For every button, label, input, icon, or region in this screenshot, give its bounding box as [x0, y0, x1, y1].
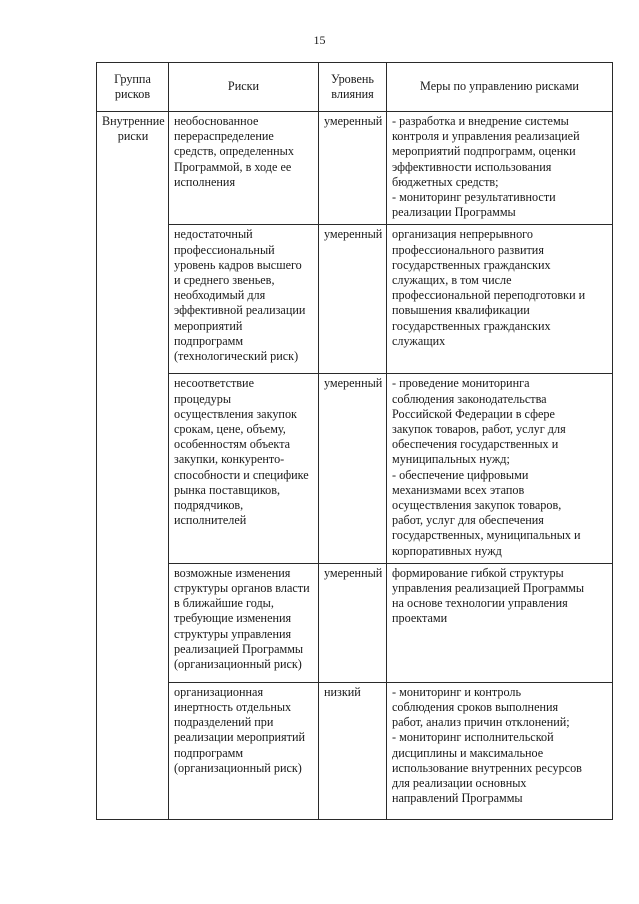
page-number: 15	[313, 33, 326, 47]
header-level	[319, 63, 387, 112]
measure-line: государственных, муниципальных и	[392, 528, 581, 543]
measures-cell	[387, 112, 613, 225]
measure-line: формирование гибкой структуры	[392, 565, 564, 580]
header-text-line: Риски	[227, 79, 260, 94]
measure-line: служащих	[392, 333, 446, 348]
risk-line: (организационный риск)	[174, 657, 302, 672]
risk-line: недостаточный	[174, 227, 253, 242]
measure-line: управления реализацией Программы	[392, 581, 585, 596]
header-text-line: рисков	[114, 87, 151, 101]
measure-line: эффективности использования	[392, 159, 552, 174]
measure-line: - проведение мониторинга	[392, 376, 530, 391]
level-cell: умеренный	[319, 112, 387, 225]
measure-line: проектами	[392, 611, 448, 626]
measure-line: для реализации основных	[392, 776, 527, 791]
measure-line: - мониторинг результативности	[392, 190, 556, 205]
risk-cell	[169, 112, 319, 225]
risk-line: подпрограмм	[174, 333, 244, 348]
measure-line: профессионального развития	[392, 242, 544, 257]
table-row	[97, 682, 613, 819]
measures-cell	[387, 682, 613, 819]
measure-line: соблюдения сроков выполнения	[392, 700, 559, 715]
header-text-line: влияния	[331, 87, 374, 101]
measure-line: - разработка и внедрение системы	[392, 114, 569, 128]
risk-line: организационная	[174, 684, 264, 699]
table-row	[97, 112, 613, 225]
measure-line: организация непрерывного	[392, 227, 533, 242]
measure-line: Российской Федерации в сфере	[392, 406, 555, 421]
measure-line: осуществления закупок товаров,	[392, 498, 562, 513]
measure-line: служащих, в том числе	[392, 273, 512, 288]
measure-line: повышения квалификации	[392, 303, 530, 318]
risk-line: Программой, в ходе ее	[174, 159, 292, 174]
measure-line: работ, услуг для обеспечения	[392, 513, 544, 528]
risk-line: мероприятий	[174, 318, 243, 333]
risk-line: (технологический риск)	[174, 349, 299, 364]
measure-line: бюджетных средств;	[392, 174, 499, 189]
risk-line: структуры органов власти	[174, 581, 310, 596]
measure-line: обеспечения государственных и	[392, 437, 559, 452]
measure-line: на основе технологии управления	[392, 596, 568, 611]
header-text-line: Меры по управлению рисками	[420, 79, 579, 94]
table-row	[97, 225, 613, 374]
group-label-line: риски	[117, 129, 149, 144]
risk-line: способности и специфике	[174, 467, 309, 482]
measure-line: муниципальных нужд;	[392, 452, 510, 467]
risk-line: подразделений при	[174, 715, 274, 730]
risk-line: подпрограмм	[174, 745, 244, 760]
risk-line: эффективной реализации	[174, 303, 306, 318]
risk-line: средств, определенных	[174, 144, 294, 159]
measure-line: государственных гражданских	[392, 257, 551, 272]
level-cell: умеренный	[319, 563, 387, 682]
risk-line: возможные изменения	[174, 565, 291, 580]
measures-cell	[387, 563, 613, 682]
measure-line: - мониторинг и контроль	[392, 684, 522, 699]
measure-line: дисциплины и максимальное	[392, 745, 544, 760]
measure-line: реализации Программы	[392, 205, 516, 220]
measure-line: работ, анализ причин отклонений;	[392, 715, 570, 730]
table-row	[97, 563, 613, 682]
header-text-line: Группа	[114, 71, 151, 86]
header-risks	[169, 63, 319, 112]
measure-line: механизмами всех этапов	[392, 482, 525, 497]
risk-line: процедуры	[174, 391, 232, 406]
risk-cell	[169, 374, 319, 563]
risk-line: требующие изменения	[174, 611, 292, 626]
risk-line: особенностям объекта	[174, 437, 291, 452]
risk-line: подрядчиков,	[174, 498, 244, 513]
measure-line: - обеспечение цифровыми	[392, 467, 529, 482]
measure-line: контроля и управления реализацией	[392, 129, 580, 144]
risk-line: реализации мероприятий	[174, 730, 306, 745]
table-row	[97, 374, 613, 563]
risk-line: исполнителей	[174, 513, 247, 528]
risk-line: в ближайшие годы,	[174, 596, 274, 611]
risk-cell	[169, 682, 319, 819]
risk-line: несоответствие	[174, 376, 254, 391]
risk-line: структуры управления	[174, 626, 292, 641]
measure-line: направлений Программы	[392, 791, 523, 806]
level-cell: низкий	[319, 682, 387, 819]
measure-line: - мониторинг исполнительской	[392, 730, 554, 745]
measure-line: корпоративных нужд	[392, 543, 502, 558]
risk-line: профессиональный	[174, 242, 275, 257]
measures-cell	[387, 374, 613, 563]
measure-line: закупок товаров, работ, услуг для	[392, 422, 566, 437]
level-cell: умеренный	[319, 225, 387, 374]
risk-cell	[169, 563, 319, 682]
group-cell	[97, 112, 169, 820]
measure-line: государственных гражданских	[392, 318, 551, 333]
risk-line: исполнения	[174, 174, 236, 189]
risk-line: необходимый для	[174, 288, 266, 303]
risk-table	[96, 62, 613, 820]
risk-line: (организационный риск)	[174, 760, 302, 775]
risk-cell	[169, 225, 319, 374]
risk-line: необоснованное	[174, 114, 259, 128]
risk-line: и среднего звеньев,	[174, 273, 275, 288]
measure-line: использование внутренних ресурсов	[392, 760, 582, 775]
header-text-line: Уровень	[331, 71, 374, 86]
risk-line: осуществления закупок	[174, 406, 297, 421]
risk-line: инертность отдельных	[174, 700, 292, 715]
risk-line: уровень кадров высшего	[174, 257, 302, 272]
measure-line: соблюдения законодательства	[392, 391, 547, 406]
level-cell: умеренный	[319, 374, 387, 563]
measures-cell	[387, 225, 613, 374]
measure-line: мероприятий подпрограмм, оценки	[392, 144, 576, 159]
risk-line: закупки, конкуренто-	[174, 452, 285, 467]
risk-line: реализацией Программы	[174, 641, 304, 656]
risk-line: рынка поставщиков,	[174, 482, 281, 497]
table-header-row	[97, 63, 613, 112]
measure-line: профессиональной переподготовки и	[392, 288, 586, 303]
group-label-line: Внутренние	[102, 114, 165, 128]
risk-line: срокам, цене, объему,	[174, 422, 286, 437]
header-group	[97, 63, 169, 112]
header-measures	[387, 63, 613, 112]
risk-line: перераспределение	[174, 129, 274, 144]
